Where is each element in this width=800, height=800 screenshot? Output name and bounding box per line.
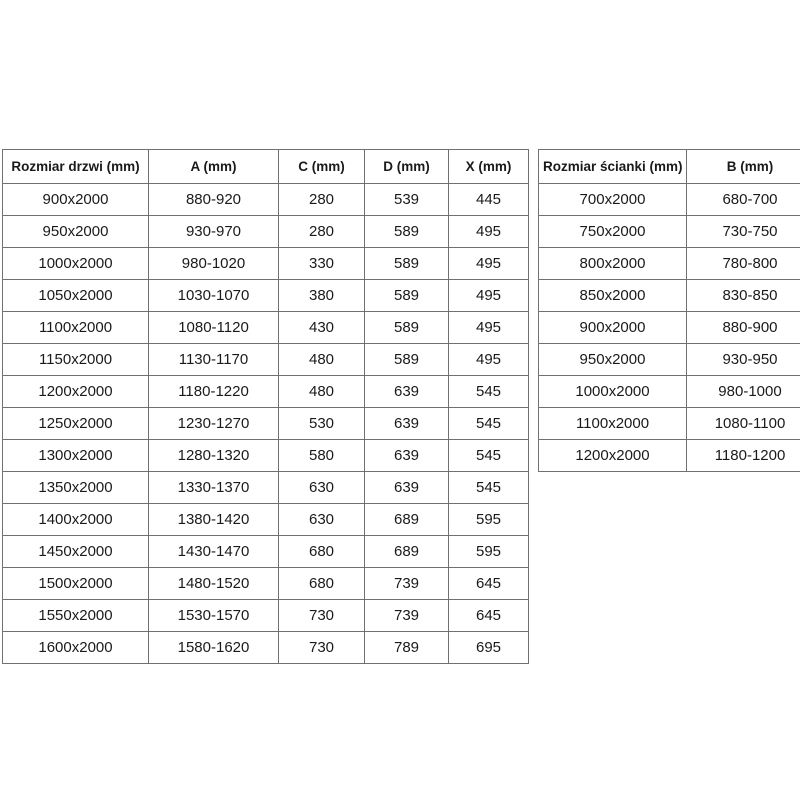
table-cell: 739 bbox=[365, 568, 449, 600]
table-cell: 280 bbox=[279, 216, 365, 248]
table-cell: 950x2000 bbox=[3, 216, 149, 248]
table-cell: 750x2000 bbox=[539, 216, 687, 248]
table-cell: 800x2000 bbox=[539, 248, 687, 280]
table-cell: 1100x2000 bbox=[3, 312, 149, 344]
table-row bbox=[3, 184, 529, 216]
table-cell: 695 bbox=[449, 632, 529, 664]
column-header: Rozmiar ścianki (mm) bbox=[539, 150, 687, 184]
table-cell: 580 bbox=[279, 440, 365, 472]
column-header: B (mm) bbox=[687, 150, 800, 184]
table-cell: 850x2000 bbox=[539, 280, 687, 312]
table-cell: 1400x2000 bbox=[3, 504, 149, 536]
table-cell: 900x2000 bbox=[539, 312, 687, 344]
table-cell: 1150x2000 bbox=[3, 344, 149, 376]
table-row bbox=[539, 216, 800, 248]
table-cell: 280 bbox=[279, 184, 365, 216]
header-row bbox=[3, 150, 529, 184]
table-cell: 539 bbox=[365, 184, 449, 216]
table-cell: 545 bbox=[449, 440, 529, 472]
table-cell: 495 bbox=[449, 280, 529, 312]
table-cell: 495 bbox=[449, 312, 529, 344]
table-cell: 589 bbox=[365, 312, 449, 344]
table-cell: 1580-1620 bbox=[149, 632, 279, 664]
table-cell: 639 bbox=[365, 472, 449, 504]
table-cell: 739 bbox=[365, 600, 449, 632]
table-row bbox=[3, 536, 529, 568]
table-row bbox=[539, 376, 800, 408]
door-sizes-table bbox=[2, 149, 529, 664]
table-cell: 595 bbox=[449, 536, 529, 568]
table-cell: 1050x2000 bbox=[3, 280, 149, 312]
table-cell: 1200x2000 bbox=[539, 440, 687, 472]
table-cell: 980-1020 bbox=[149, 248, 279, 280]
table-cell: 595 bbox=[449, 504, 529, 536]
table-cell: 639 bbox=[365, 376, 449, 408]
table-row bbox=[3, 504, 529, 536]
table-cell: 1380-1420 bbox=[149, 504, 279, 536]
table-row bbox=[3, 216, 529, 248]
table-cell: 680 bbox=[279, 568, 365, 600]
table-cell: 380 bbox=[279, 280, 365, 312]
table-cell: 480 bbox=[279, 344, 365, 376]
table-cell: 689 bbox=[365, 536, 449, 568]
table-cell: 680 bbox=[279, 536, 365, 568]
table-cell: 630 bbox=[279, 504, 365, 536]
table-cell: 1250x2000 bbox=[3, 408, 149, 440]
table-cell: 1030-1070 bbox=[149, 280, 279, 312]
table-cell: 630 bbox=[279, 472, 365, 504]
table-cell: 1180-1200 bbox=[687, 440, 800, 472]
table-cell: 480 bbox=[279, 376, 365, 408]
table-cell: 930-950 bbox=[687, 344, 800, 376]
table-row bbox=[3, 440, 529, 472]
table-cell: 430 bbox=[279, 312, 365, 344]
table-cell: 1080-1100 bbox=[687, 408, 800, 440]
table-cell: 1450x2000 bbox=[3, 536, 149, 568]
table-cell: 1200x2000 bbox=[3, 376, 149, 408]
table-row bbox=[539, 408, 800, 440]
table-cell: 545 bbox=[449, 472, 529, 504]
table-cell: 1550x2000 bbox=[3, 600, 149, 632]
table-cell: 1230-1270 bbox=[149, 408, 279, 440]
table-row bbox=[539, 248, 800, 280]
table-row bbox=[539, 344, 800, 376]
table-cell: 730 bbox=[279, 600, 365, 632]
header-row bbox=[539, 150, 800, 184]
table-cell: 1280-1320 bbox=[149, 440, 279, 472]
table-cell: 1080-1120 bbox=[149, 312, 279, 344]
table-cell: 930-970 bbox=[149, 216, 279, 248]
table-cell: 980-1000 bbox=[687, 376, 800, 408]
table-row bbox=[3, 280, 529, 312]
table-cell: 900x2000 bbox=[3, 184, 149, 216]
table-cell: 545 bbox=[449, 376, 529, 408]
table-cell: 1530-1570 bbox=[149, 600, 279, 632]
column-header: C (mm) bbox=[279, 150, 365, 184]
table-cell: 730 bbox=[279, 632, 365, 664]
table-cell: 1480-1520 bbox=[149, 568, 279, 600]
table-row bbox=[3, 344, 529, 376]
table-cell: 880-920 bbox=[149, 184, 279, 216]
table-cell: 589 bbox=[365, 280, 449, 312]
table-cell: 689 bbox=[365, 504, 449, 536]
table-cell: 445 bbox=[449, 184, 529, 216]
table-cell: 1100x2000 bbox=[539, 408, 687, 440]
table-cell: 589 bbox=[365, 344, 449, 376]
table-cell: 639 bbox=[365, 440, 449, 472]
column-header: X (mm) bbox=[449, 150, 529, 184]
column-header: D (mm) bbox=[365, 150, 449, 184]
table-cell: 1180-1220 bbox=[149, 376, 279, 408]
table-cell: 1000x2000 bbox=[3, 248, 149, 280]
table-cell: 789 bbox=[365, 632, 449, 664]
table-cell: 645 bbox=[449, 568, 529, 600]
table-cell: 1130-1170 bbox=[149, 344, 279, 376]
table-cell: 589 bbox=[365, 248, 449, 280]
table-cell: 700x2000 bbox=[539, 184, 687, 216]
table-row bbox=[3, 600, 529, 632]
table-row bbox=[3, 312, 529, 344]
column-header: Rozmiar drzwi (mm) bbox=[3, 150, 149, 184]
table-row bbox=[3, 632, 529, 664]
table-cell: 330 bbox=[279, 248, 365, 280]
table-cell: 589 bbox=[365, 216, 449, 248]
table-cell: 830-850 bbox=[687, 280, 800, 312]
table-row bbox=[3, 408, 529, 440]
table-cell: 1350x2000 bbox=[3, 472, 149, 504]
table-row bbox=[539, 184, 800, 216]
table-row bbox=[3, 472, 529, 504]
table-cell: 780-800 bbox=[687, 248, 800, 280]
wall-sizes-table bbox=[538, 149, 800, 472]
table-cell: 530 bbox=[279, 408, 365, 440]
table-cell: 1430-1470 bbox=[149, 536, 279, 568]
table-cell: 1500x2000 bbox=[3, 568, 149, 600]
table-cell: 1600x2000 bbox=[3, 632, 149, 664]
table-cell: 495 bbox=[449, 248, 529, 280]
table-cell: 1300x2000 bbox=[3, 440, 149, 472]
column-header: A (mm) bbox=[149, 150, 279, 184]
table-cell: 880-900 bbox=[687, 312, 800, 344]
table-row bbox=[3, 376, 529, 408]
table-row bbox=[3, 568, 529, 600]
table-row bbox=[539, 280, 800, 312]
table-cell: 645 bbox=[449, 600, 529, 632]
table-cell: 545 bbox=[449, 408, 529, 440]
table-cell: 1000x2000 bbox=[539, 376, 687, 408]
table-cell: 680-700 bbox=[687, 184, 800, 216]
table-cell: 950x2000 bbox=[539, 344, 687, 376]
table-cell: 730-750 bbox=[687, 216, 800, 248]
table-row bbox=[539, 440, 800, 472]
table-cell: 495 bbox=[449, 344, 529, 376]
table-cell: 495 bbox=[449, 216, 529, 248]
table-row bbox=[539, 312, 800, 344]
table-cell: 639 bbox=[365, 408, 449, 440]
table-cell: 1330-1370 bbox=[149, 472, 279, 504]
table-row bbox=[3, 248, 529, 280]
